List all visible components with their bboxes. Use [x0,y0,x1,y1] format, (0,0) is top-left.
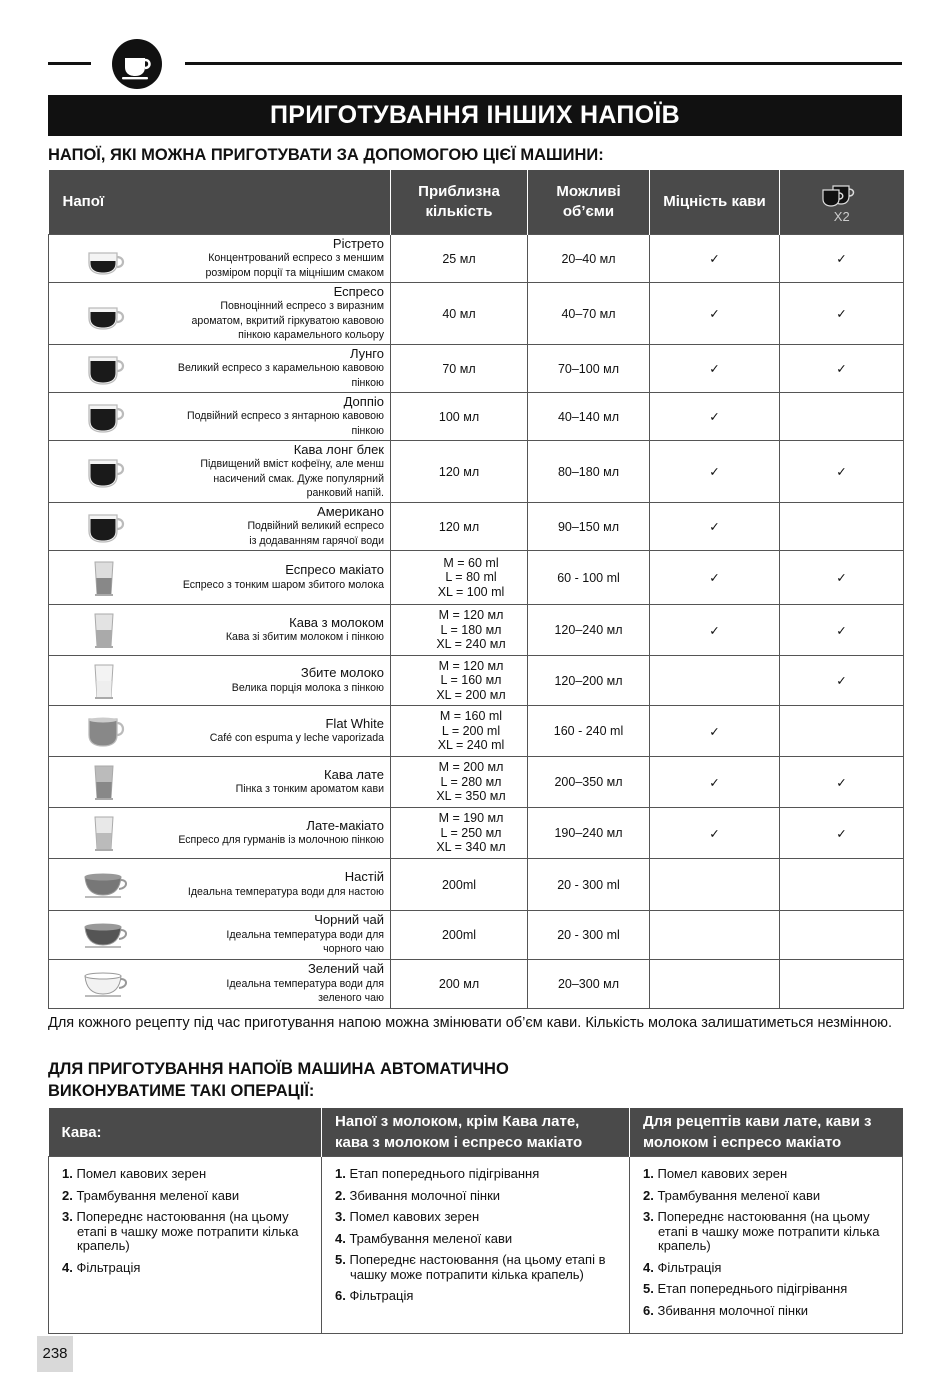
operations-heading-line: ДЛЯ ПРИГОТУВАННЯ НАПОЇВ МАШИНА АВТОМАТИЧНО [48,1060,509,1078]
x2-check: ✓ [780,808,904,859]
strength-check: ✓ [650,503,780,551]
drink-description: Еспресо для гурманів із молочною пінкою [178,834,384,846]
step-item [335,1210,619,1225]
amount-cell [391,911,528,960]
drink-description: пінкою [351,376,384,389]
volume-cell: 70–100 мл [528,345,650,393]
step-item [643,1210,892,1254]
step-item [335,1167,619,1182]
drink-info [53,913,384,957]
drink-name: Кава лате [324,766,384,782]
header-volumes: Можливі об’єми [528,170,650,235]
step-number: 4. [643,1259,658,1275]
table-row [49,757,904,808]
amount-cell [391,706,528,757]
drink-description: Café con espuma y leche vaporizada [209,732,384,744]
drink-text [210,717,384,746]
double-cup-icon [819,183,865,209]
drink-name: Кава з молоком [289,614,384,630]
amount-value: M = 190 мл [438,811,504,826]
drink-description: Подвійний еспресо з янтарною кавовою [187,410,384,423]
drink-text [183,563,384,592]
drink-description: Підвищений вміст кофеїну, але менш [200,458,384,470]
drink-name: Кава лонг блек [293,441,384,457]
coffee-cup-icon [81,397,131,437]
drinks-table [48,170,904,1009]
x2-check [780,393,904,441]
drink-cell [49,551,391,605]
step-number: 1. [643,1166,658,1181]
drink-description: ранковий напій. [306,487,384,499]
x2-check: ✓ [780,551,904,605]
strength-check: ✓ [650,441,780,503]
coffee-cup-icon [112,39,162,89]
drink-text [192,285,384,343]
amount-value: L = 280 мл [440,774,502,789]
amount-cell [391,605,528,656]
strength-check: ✓ [650,283,780,345]
table-row [49,911,904,960]
operations-steps-cell [322,1157,630,1334]
milk-glass-icon [81,661,131,701]
x2-check [780,859,904,911]
amount-value: 100 мл [438,409,480,424]
header-drink: Напої [49,170,391,235]
table-row [49,441,904,503]
amount-value: XL = 350 мл [436,789,506,804]
strength-check [650,911,780,960]
table-row [49,960,904,1009]
drink-description: Пінка з тонким ароматом кави [235,783,384,795]
x2-check: ✓ [780,345,904,393]
step-number: 3. [62,1209,77,1224]
x2-check: ✓ [780,283,904,345]
drink-name: Еспресо макіато [285,562,384,577]
amount-value: L = 180 мл [440,622,502,637]
drink-cell [49,911,391,960]
drink-info [53,505,384,549]
amount-value: XL = 240 ml [437,738,505,753]
operations-column-header: Для рецептів кави лате, кави з молоком і еспресо макіато [630,1108,903,1157]
latte-glass-icon [81,762,131,802]
amount-value: M = 120 мл [438,608,504,623]
volume-cell: 20 - 300 ml [528,859,650,911]
drinks-table-header [49,170,904,235]
volume-cell: 200–350 мл [528,757,650,808]
drink-description: ароматом, вкритий гіркуватою кавовою [191,314,384,327]
amount-value: XL = 240 мл [436,637,506,652]
drink-description: Велика порція молока з пінкою [231,681,384,694]
table-row [49,656,904,706]
amount-cell [391,656,528,706]
volume-cell: 20–40 мл [528,235,650,283]
drink-text [187,395,384,439]
drink-name: Лунго [349,345,384,361]
amount-value: 200 мл [438,977,480,991]
amount-value: 120 мл [438,464,480,479]
x2-check: ✓ [780,441,904,503]
amount-value: M = 60 ml [443,555,499,570]
table-row [49,551,904,605]
x2-label: X2 [833,209,850,224]
steps-list [335,1167,619,1304]
amount-value: 200ml [441,928,477,942]
volume-cell: 120–200 мл [528,656,650,706]
amount-cell [391,283,528,345]
strength-check: ✓ [650,345,780,393]
tea-cup-icon [81,915,131,955]
drink-name: Лате-макіато [306,817,384,833]
volume-cell: 190–240 мл [528,808,650,859]
steps-list [643,1167,892,1318]
header-x2 [780,170,904,235]
drink-text [205,237,384,281]
step-item [62,1167,311,1182]
step-number: 2. [335,1187,350,1203]
step-item [643,1282,892,1297]
amount-value: L = 250 мл [440,825,502,840]
amount-value: 120 мл [438,519,480,534]
drink-text [200,443,384,501]
amount-value: L = 200 ml [441,723,501,738]
step-text: Збивання молочної пінки [657,1302,809,1318]
drink-name: Рістрето [332,235,384,251]
drink-description: Ідеальна температура води для настою [187,885,384,898]
volume-cell: 160 - 240 ml [528,706,650,757]
strength-check [650,859,780,911]
drink-text [178,819,384,848]
step-text: Попереднє настоювання (на цьому етапі в чашку може потрапити кілька крапель) [657,1209,880,1253]
drink-description: пінкою карамельного кольору [238,329,384,341]
x2-check: ✓ [780,757,904,808]
strength-check [650,960,780,1009]
step-text: Трамбування меленої кави [657,1187,821,1203]
drink-description: Кава зі збитим молоком і пінкою [225,631,384,643]
table-row [49,283,904,345]
flat-white-cup-icon [81,711,131,751]
amount-cell [391,551,528,605]
amount-cell [391,503,528,551]
section-heading: НАПОЇ, ЯКІ МОЖНА ПРИГОТУВАТИ ЗА ДОПОМОГОЮ ЦІЄЇ МАШИНИ: [48,146,604,164]
amount-value: M = 120 мл [438,658,504,673]
drink-info [53,347,384,391]
step-number: 6. [335,1288,350,1303]
table-row [49,706,904,757]
step-number: 4. [335,1230,350,1246]
volume-cell: 80–180 мл [528,441,650,503]
drink-text [247,505,384,549]
drink-info [53,610,384,650]
drink-cell [49,345,391,393]
step-item [62,1189,311,1204]
amount-value: L = 80 ml [445,570,497,585]
drink-description: розміром порції та міцнішим смаком [205,266,384,279]
x2-check [780,503,904,551]
drink-name: Зелений чай [307,961,384,977]
page-number: 238 [37,1336,73,1372]
amount-cell [391,960,528,1009]
drink-cell [49,960,391,1009]
step-number: 2. [643,1187,658,1203]
drink-cell [49,283,391,345]
drink-info [53,962,384,1006]
drink-text [178,347,384,391]
step-item [643,1189,892,1204]
step-item [335,1232,619,1247]
operations-heading [48,1058,509,1102]
drink-cell [49,605,391,656]
amount-cell [391,393,528,441]
step-number: 5. [643,1281,658,1296]
step-text: Помел кавових зерен [76,1166,207,1181]
coffee-cup-icon [81,507,131,547]
drink-cell [49,441,391,503]
drink-description: Концентрований еспресо з меншим [208,252,384,265]
amount-cell [391,757,528,808]
latte-macchiato-glass-icon [81,813,131,853]
drink-text [226,913,384,957]
steps-list [62,1167,311,1275]
step-text: Попереднє настоювання (на цьому етапі в чашку може потрапити кілька крапель) [349,1252,606,1282]
drink-info [53,711,384,751]
drink-cell [49,503,391,551]
drink-text [236,768,384,797]
drink-text [188,870,384,899]
strength-check: ✓ [650,551,780,605]
drink-info [53,443,384,501]
drink-text [226,962,384,1006]
drink-cell [49,393,391,441]
step-item [335,1189,619,1204]
step-item [335,1289,619,1304]
table-row [49,345,904,393]
step-number: 2. [62,1187,77,1203]
drink-text [232,666,384,695]
x2-check [780,911,904,960]
coffee-cup-icon [81,452,131,492]
step-number: 5. [335,1252,350,1267]
drink-cell [49,808,391,859]
strength-check: ✓ [650,808,780,859]
drink-description: зеленого чаю [318,992,384,1005]
amount-cell [391,808,528,859]
drink-info [53,813,384,853]
x2-check: ✓ [780,605,904,656]
operations-column-header: Напої з молоком, крім Кава лате, кава з молоком і еспресо макіато [322,1108,630,1157]
amount-value: L = 160 мл [440,673,502,688]
table-row [49,808,904,859]
step-item [643,1304,892,1319]
drink-name: Збите молоко [300,665,384,680]
volume-cell: 40–70 мл [528,283,650,345]
drink-description: чорного чаю [323,943,384,956]
top-rule-left [48,62,91,65]
header-strength: Міцність кави [650,170,780,235]
amount-value: XL = 100 ml [437,584,505,599]
step-number: 6. [643,1302,658,1318]
drink-info [53,762,384,802]
drink-name: Американо [317,503,384,519]
amount-value: 70 мл [442,361,476,376]
x2-check [780,706,904,757]
volume-cell: 120–240 мл [528,605,650,656]
x2-check: ✓ [780,656,904,706]
step-number: 3. [335,1209,350,1224]
operations-heading-line: ВИКОНУВАТИМЕ ТАКІ ОПЕРАЦІЇ: [48,1082,315,1100]
drink-description: Ідеальна температура води для [226,928,384,941]
operations-column-header: Кава: [49,1108,322,1157]
header-amount: Приблизна кількість [391,170,528,235]
volume-cell: 40–140 мл [528,393,650,441]
step-text: Трамбування меленої кави [76,1187,240,1203]
drink-cell [49,706,391,757]
strength-check: ✓ [650,757,780,808]
drink-cell [49,656,391,706]
amount-value: XL = 200 мл [436,687,506,702]
strength-check [650,656,780,706]
drink-info [53,558,384,598]
tea-cup-icon [81,865,131,905]
espresso-cup-icon [81,239,131,279]
volume-cell: 90–150 мл [528,503,650,551]
drink-description: Еспресо з тонким шаром збитого молока [182,578,384,591]
drink-description: Ідеальна температура води для [226,977,384,990]
amount-value: XL = 340 мл [436,840,506,855]
strength-check: ✓ [650,605,780,656]
coffee-cup-icon [81,349,131,389]
drink-name: Flat White [325,715,384,731]
drink-name: Чорний чай [314,912,384,928]
step-item [643,1167,892,1182]
drink-cell [49,757,391,808]
amount-cell [391,441,528,503]
step-text: Помел кавових зерен [349,1209,480,1224]
table-row [49,503,904,551]
step-text: Фільтрація [76,1259,141,1275]
drink-info [53,661,384,701]
strength-check: ✓ [650,235,780,283]
page-title: ПРИГОТУВАННЯ ІНШИХ НАПОЇВ [48,95,902,136]
drink-cell [49,235,391,283]
drink-info [53,285,384,343]
step-text: Трамбування меленої кави [349,1230,513,1246]
operations-steps-cell [630,1157,903,1334]
step-item [62,1210,311,1254]
drink-text [226,616,384,645]
espresso-cup-icon [81,294,131,334]
table-row [49,393,904,441]
amount-value: M = 200 мл [438,760,504,775]
table-row [49,235,904,283]
macchiato-glass-icon [81,558,131,598]
step-text: Збивання молочної пінки [349,1187,501,1203]
drink-description: Повноцінний еспресо з виразним [220,300,384,312]
step-item [335,1253,619,1282]
volume-cell: 60 - 100 ml [528,551,650,605]
step-item [643,1261,892,1276]
amount-value: 25 мл [442,251,476,266]
step-text: Фільтрація [349,1288,414,1303]
step-number: 3. [643,1209,658,1224]
x2-check: ✓ [780,235,904,283]
drink-description: пінкою [351,424,384,437]
x2-check [780,960,904,1009]
amount-cell [391,345,528,393]
amount-value: 40 мл [442,306,476,321]
table-row [49,859,904,911]
operations-steps-cell [49,1157,322,1334]
tea-cup-icon [81,964,131,1004]
amount-value: M = 160 ml [439,709,503,724]
step-number: 4. [62,1259,77,1275]
drink-description: Подвійний великий еспресо [247,520,384,533]
strength-check: ✓ [650,706,780,757]
drink-info [53,395,384,439]
drink-name: Настій [344,869,384,884]
amount-value: 200ml [441,877,477,892]
drink-info [53,237,384,281]
amount-cell [391,235,528,283]
milk-coffee-glass-icon [81,610,131,650]
drink-description: Великий еспресо з карамельною кавовою [177,362,384,375]
operations-table [48,1108,903,1334]
strength-check: ✓ [650,393,780,441]
drink-name: Еспресо [333,283,384,299]
step-number: 1. [62,1166,77,1181]
table-row [49,605,904,656]
volume-cell: 20 - 300 ml [528,911,650,960]
step-text: Фільтрація [657,1259,722,1275]
drink-cell [49,859,391,911]
drink-description: насичений смак. Дуже популярний [213,472,384,485]
drink-name: Доппіо [343,393,384,409]
volume-note: Для кожного рецепту під час приготування напою можна змінювати об’єм кави. Кількість молока залишатиметься незмінною. [48,1015,893,1031]
step-text: Етап попереднього підігрівання [657,1281,848,1296]
step-text: Попереднє настоювання (на цьому етапі в чашку може потрапити кілька крапель) [76,1209,299,1253]
step-text: Помел кавових зерен [657,1166,788,1181]
top-rule-right [185,62,902,65]
step-number: 1. [335,1166,350,1181]
drink-info [53,865,384,905]
step-item [62,1261,311,1276]
volume-cell: 20–300 мл [528,960,650,1009]
amount-cell [391,859,528,911]
step-text: Етап попереднього підігрівання [349,1166,540,1181]
drink-description: із додаванням гарячої води [249,534,384,547]
